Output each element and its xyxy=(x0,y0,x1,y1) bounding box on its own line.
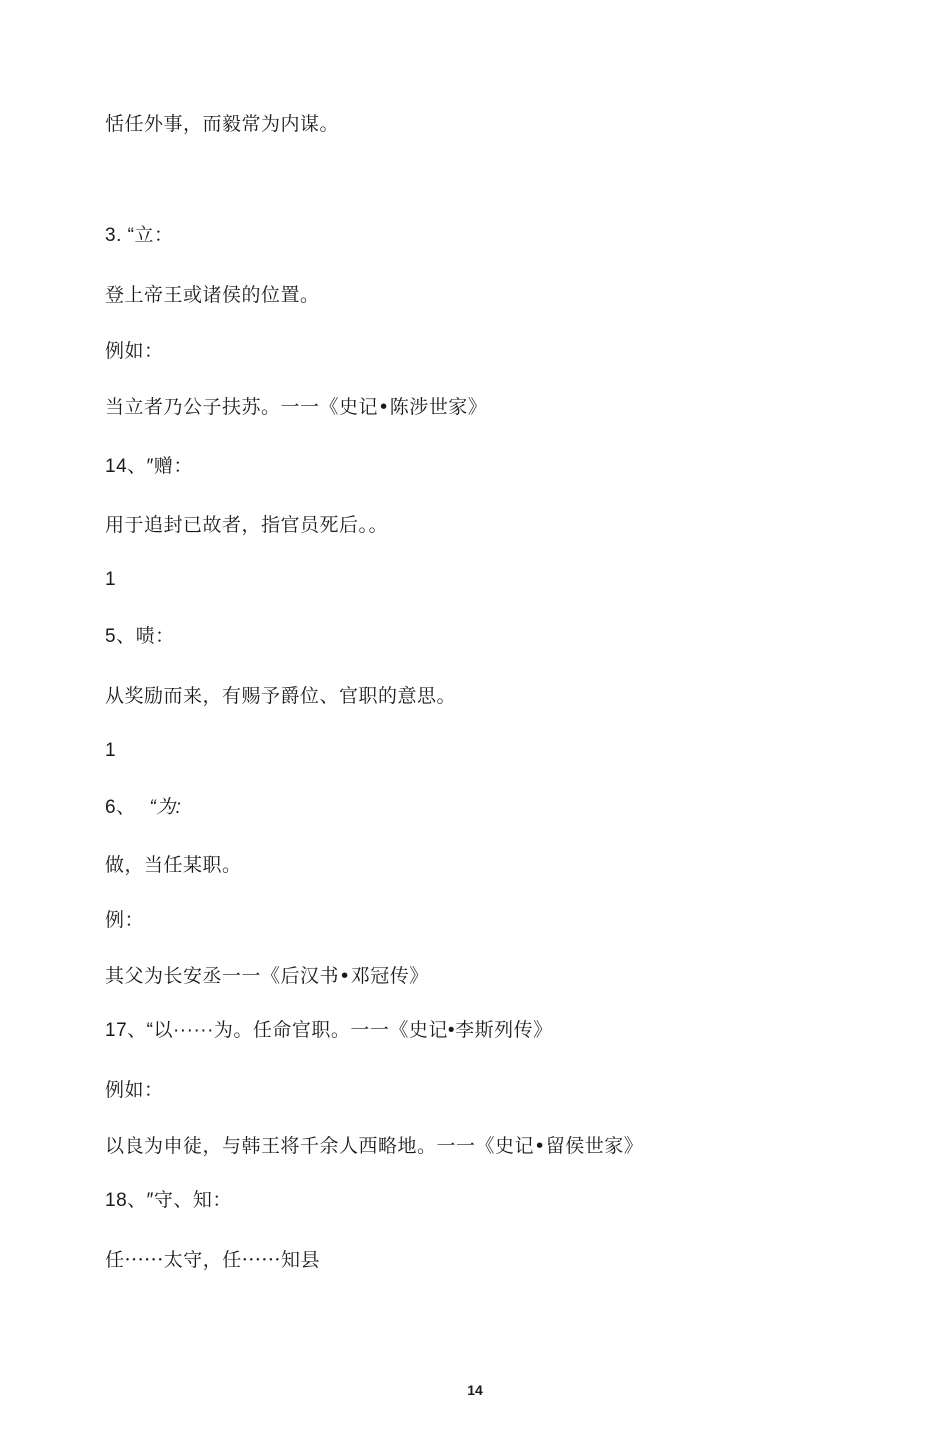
section-heading-6 xyxy=(105,796,181,820)
text-line-definition-3: 登上帝王或诸侯的位置。 xyxy=(105,284,320,306)
section-heading-18: 18、″守、知： xyxy=(105,1190,232,1211)
text-line-example-label-3: 例如： xyxy=(105,340,164,362)
page-number: 14 xyxy=(467,1382,483,1398)
section-heading-17: 17、“以······为。任命官职。一一《史记•李斯列传》 xyxy=(105,1020,553,1041)
text-line-example-label-6: 例： xyxy=(105,909,145,931)
text-line-example-label-17: 例如： xyxy=(105,1079,164,1101)
text-line-example-17: 以良为申徒，与韩王将千余人西略地。一一《史记•留侯世家》 xyxy=(105,1135,644,1157)
text-line-example-3: 当立者乃公子扶苏。一一《史记•陈涉世家》 xyxy=(105,396,488,418)
text-line-number-1b: 1 xyxy=(105,740,117,761)
section-heading-6-number: 6、 xyxy=(105,797,136,818)
text-line-definition-18: 任······太守，任······知县 xyxy=(105,1249,320,1271)
text-line-definition-5: 从奖励而来，有赐予爵位、官职的意思。 xyxy=(105,685,457,707)
text-line-definition-6: 做，当任某职。 xyxy=(105,854,242,876)
section-heading-3: 3. “立： xyxy=(105,225,174,246)
section-heading-6-term: “为: xyxy=(149,797,182,818)
text-line-example-6: 其父为长安丞一一《后汉书•邓冠传》 xyxy=(105,965,429,987)
section-heading-14: 14、″赠： xyxy=(105,456,193,477)
text-line-number-1a: 1 xyxy=(105,569,117,590)
text-line-1: 恬任外事，而毅常为内谋。 xyxy=(105,113,340,135)
section-heading-5: 5、啧： xyxy=(105,626,175,647)
text-line-definition-14: 用于追封已故者，指官员死后。。 xyxy=(105,514,389,536)
